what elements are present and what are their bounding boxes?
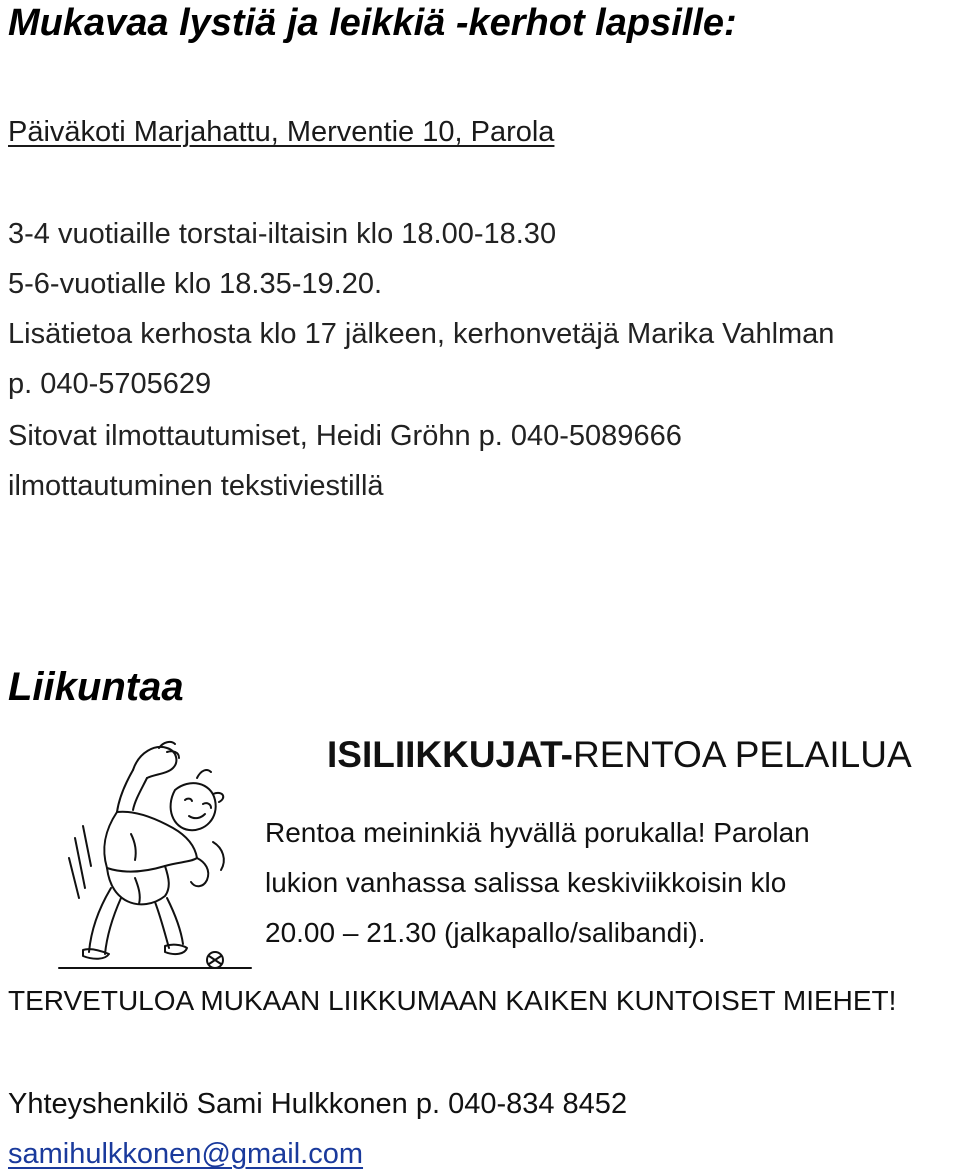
welcome-banner: TERVETULOA MUKAAN LIIKKUMAAN KAIKEN KUNTOISET MIEHET! [8,985,897,1016]
sport-heading [327,733,912,777]
club-address: Päiväkoti Marjahattu, Merventie 10, Parola [8,116,555,148]
football-player-illustration [55,738,255,974]
contact-email-link[interactable]: samihulkkonen@gmail.com [8,1138,364,1170]
contact-line: Yhteyshenkilö Sami Hulkkonen p. 040-834 8452 [8,1088,628,1120]
page-title: Mukavaa lystiä ja leikkiä -kerhot lapsille: [8,2,737,44]
section-title-liikuntaa: Liikuntaa [8,665,184,709]
sport-heading-rest: RENTOA PELAILUA [573,734,912,775]
club-registration-note: ilmottautuminen tekstiviestillä [8,470,384,502]
club-schedule-line: 3-4 vuotiaille torstai-iltaisin klo 18.00-18.30 [8,218,557,250]
sport-heading-bold: ISILIIKKUJAT- [327,734,573,775]
club-schedule-line: 5-6-vuotialle klo 18.35-19.20. [8,268,383,300]
sport-description-line: 20.00 – 21.30 (jalkapallo/salibandi). [265,917,706,948]
sport-description-line: Rentoa meininkiä hyvällä porukalla! Parolan [265,817,810,848]
club-info-line: Lisätietoa kerhosta klo 17 jälkeen, kerhonvetäjä Marika Vahlman [8,318,835,350]
club-registration-line: Sitovat ilmottautumiset, Heidi Gröhn p. 040-5089666 [8,420,682,452]
club-phone-line: p. 040-5705629 [8,368,212,400]
sport-description-line: lukion vanhassa salissa keskiviikkoisin klo [265,867,787,898]
